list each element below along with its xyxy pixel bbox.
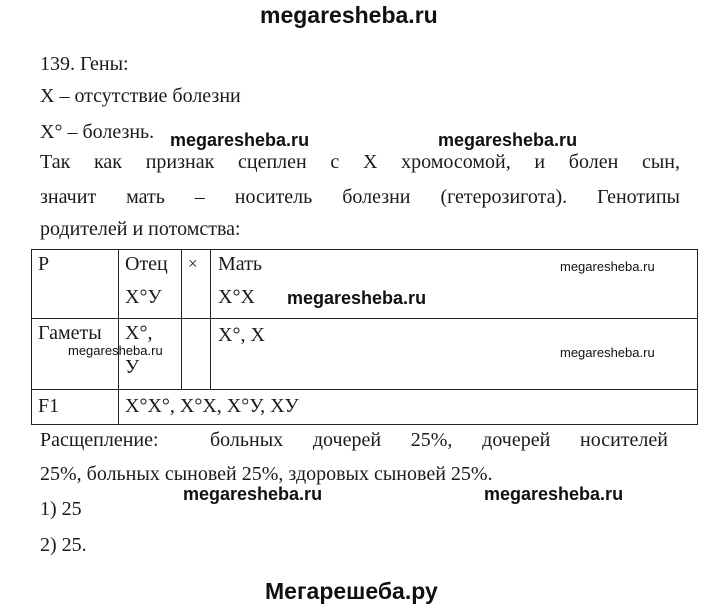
table-border	[210, 249, 211, 390]
watermark-mid: megaresheba.ru	[183, 484, 323, 504]
table-border	[31, 318, 698, 319]
paragraph-line: Так как признак сцеплен с Х хромосомой, и болен сын,	[40, 151, 680, 173]
gene-disease-line: Х° – болезнь.	[40, 121, 155, 143]
split-line: 25%, больных сыновей 25%, здоровых сыновей 25%.	[40, 463, 493, 485]
mother-genotype: Х°Х	[218, 286, 255, 308]
table-border	[31, 424, 698, 425]
cross-sign: ×	[188, 254, 198, 273]
split-line: больных дочерей 25%, дочерей носителей	[210, 429, 668, 451]
paragraph-line: значит мать – носитель болезни (гетерозигота). Генотипы	[40, 186, 680, 208]
table-border	[31, 389, 698, 390]
footer-watermark: Мегарешеба.ру	[265, 578, 438, 604]
offspring-genotypes: Х°Х°, Х°Х, Х°У, ХУ	[125, 395, 299, 417]
answer-1: 1) 25	[40, 498, 82, 520]
table-border	[181, 249, 182, 390]
split-label: Расщепление:	[40, 429, 159, 451]
father-gametes: Х°,	[125, 322, 153, 344]
gene-healthy-line: Х – отсутствие болезни	[40, 85, 241, 107]
watermark-small: megaresheba.ru	[560, 259, 655, 274]
watermark-small: megaresheba.ru	[560, 345, 655, 360]
row-label-gametes: Гаметы	[38, 322, 102, 344]
watermark-mid: megaresheba.ru	[484, 484, 624, 504]
father-label: Отец	[125, 253, 168, 275]
table-border	[31, 249, 698, 250]
header-watermark: megaresheba.ru	[260, 2, 438, 28]
table-border	[31, 249, 32, 425]
answer-2: 2) 25.	[40, 534, 87, 556]
watermark-mid: megaresheba.ru	[170, 130, 310, 150]
row-label-f1: F1	[38, 395, 60, 417]
paragraph-line: родителей и потомства:	[40, 218, 241, 240]
mother-gametes: Х°, Х	[218, 324, 265, 346]
watermark-mid: megaresheba.ru	[438, 130, 578, 150]
father-gametes: У	[125, 356, 140, 378]
row-label-p: Р	[38, 253, 50, 275]
watermark-mid: megaresheba.ru	[287, 288, 427, 308]
father-genotype: Х°У	[125, 286, 162, 308]
table-border	[118, 249, 119, 425]
mother-label: Мать	[218, 253, 263, 275]
problem-title: 139. Гены:	[40, 53, 129, 75]
table-border	[697, 249, 698, 425]
watermark-small: megaresheba.ru	[68, 343, 163, 358]
